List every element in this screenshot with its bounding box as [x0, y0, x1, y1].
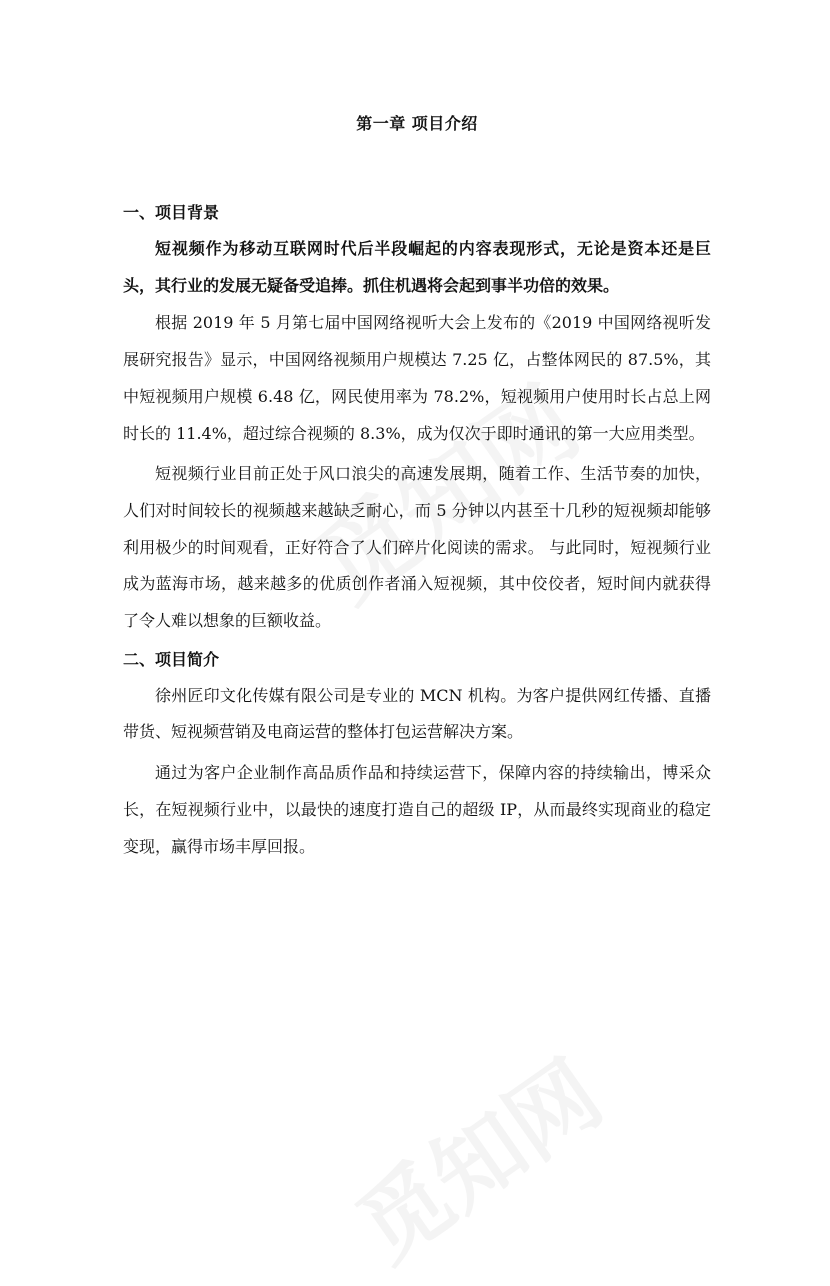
section-heading-intro: 二、项目简介: [123, 649, 220, 669]
paragraph: 徐州匠印文化传媒有限公司是专业的 MCN 机构。为客户提供网红传播、直播带货、短视频营销及电商运营的整体打包运营解决方案。: [123, 685, 711, 742]
watermark: [327, 1024, 623, 1285]
section-heading-background: 一、项目背景: [123, 203, 220, 222]
document-body: [123, 108, 711, 865]
paragraph: 通过为客户企业制作高品质作品和持续运营下，保障内容的持续输出，博采众长，在短视频行业中，以最快的速度打造自己的超级 IP，从而最终实现商业的稳定变现，赢得市场丰厚回报。: [123, 763, 711, 856]
paragraph-intro-bold: 短视频作为移动互联网时代后半段崛起的内容表现形式，无论是资本还是巨头，其行业的发展无疑备受追捧。抓住机遇将会起到事半功倍的效果。: [123, 239, 711, 295]
paragraph: 短视频行业目前正处于风口浪尖的高速发展期，随着工作、生活节奏的加快，人们对时间较长的视频越来越缺乏耐心，而 5 分钟以内甚至十几秒的短视频却能够利用极少的时间观看，正好符合了人们碎片化阅读的需求。 与此同时，短视频行业成为蓝海市场，越来越多的优质创作者涌入短视频，其中佼佼者，短时间内就获得了令人难以想象的巨额收益。: [123, 464, 711, 631]
paragraph: 根据 2019 年 5 月第七届中国网络视听大会上发布的《2019 中国网络视听发展研究报告》显示，中国网络视频用户规模达 7.25 亿，占整体网民的 87.5%，其中短视频用户规模 6.48 亿，网民使用率为 78.2%，短视频用户使用时长占总上网时长的 11.4%，超过综合视频的 8.3%，成为仅次于即时通讯的第一大应用类型。: [123, 313, 711, 443]
chapter-title: 第一章 项目介绍: [356, 114, 478, 133]
